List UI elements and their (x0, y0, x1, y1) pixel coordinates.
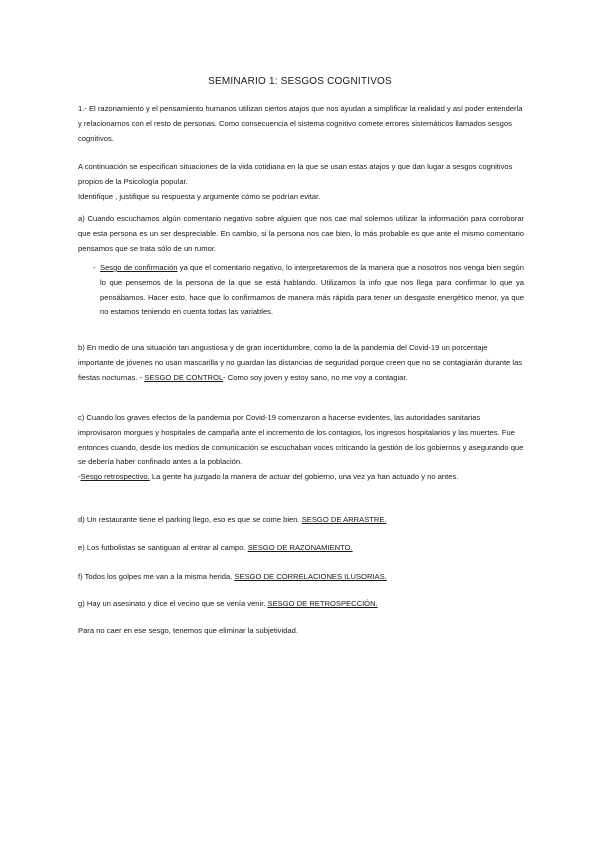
instructions-paragraph (78, 160, 524, 204)
instructions-text-1: A continuación se especifican situaciones de la vida cotidiana en la que se usan estas atajos y que dan lugar a sesgos cognitivos propios de la Psicología popular. (78, 162, 513, 186)
answer-c-label: Sesgo retrospectivo. (80, 472, 150, 482)
answer-e-label: SESGO DE RAZONAMIENTO. (247, 543, 353, 552)
question-e-text: e) Los futbolistas se santiguan al entrar al campo. (78, 543, 248, 552)
question-f (78, 570, 524, 585)
question-b (78, 341, 524, 385)
page-title: SEMINARIO 1: SESGOS COGNITIVOS (208, 76, 392, 87)
answer-g-label: SESGO DE RETROSPECCIÓN. (267, 599, 378, 608)
answer-a-label: Sesgo de confirmación (100, 263, 178, 272)
answer-c-text: La gente ha juzgado la manera de actuar del gobierno, una vez ya han actuado y no antes. (149, 472, 459, 482)
intro-paragraph (78, 102, 524, 146)
question-e (78, 541, 524, 556)
question-f-text: f) Todos los golpes me van a la misma herida. (78, 572, 235, 581)
question-c-text: c) Cuando los graves efectos de la pandemia por Covid-19 comenzaron a hacerse evidentes, las autoridades sanitarias improvisaron morgues y hospitales de campaña ante el incremento de los contagios, los ingresos hospitalarios y las muertes. Fue entonces cuando, desde los medios de comunicación se escuchaban voces criticando la gestión de los gobiernos y asegurando que se debería haber confinado antes a la población. (78, 413, 524, 467)
question-d (78, 513, 524, 528)
answer-a (100, 261, 524, 320)
answer-b-label: SESGO DE CONTROL (144, 372, 224, 382)
answer-c-prefix: - (78, 472, 81, 482)
question-g (78, 597, 524, 612)
answer-a-bullet: - (93, 263, 96, 272)
instructions-text-2: Identifique , justifique su respuesta y argumente cómo se podrían evitar. (78, 191, 321, 201)
question-b-text: b) En medio de una situación tan angustiosa y de gran incertidumbre, como la de la pandemia del Covid-19 un porcentaje importante de jóvenes no usan mascarilla y no guardan las distancias de seguridad porque creen que no se contagiarán durante las fiestas nocturnas. - (78, 343, 523, 382)
intro-text: 1.- El razonamiento y el pensamiento humanos utilizan ciertos atajos que nos ayudan a simplificar la realidad y así poder entenderla y relacionarnos con el resto de personas. Como consecuencia el sistema cognitivo comete errores sistemáticos llamados sesgos cognitivos. (78, 104, 523, 143)
answer-b-text: - Como soy joven y estoy sano, no me voy a contagiar. (223, 372, 408, 382)
question-g-text: g) Hay un asesinato y dice el vecino que se venía venir. (78, 599, 268, 608)
closing-text: Para no caer en ese sesgo, tenemos que eliminar la subjetividad. (78, 626, 298, 635)
question-c (78, 411, 524, 485)
answer-d-label: SESGO DE ARRASTRE. (301, 515, 387, 524)
question-d-text: d) Un restaurante tiene el parking llego, eso es que se come bien. (78, 515, 302, 524)
question-a (78, 212, 524, 256)
question-a-text: a) Cuando escuchamos algún comentario negativo sobre alguien que nos cae mal solemos utilizar la información para corroborar que esta persona es un ser despreciable. En cambio, si la persona nos cae bien, lo más probable es que ante el mismo comentario pensamos que se trata sólo de un rumor. (78, 214, 524, 253)
closing-paragraph (78, 624, 524, 639)
answer-a-text: ya que el comentario negativo, lo interpretaremos de la manera que a nosotros nos venga bien según lo que pensemos de la persona de la que se está hablando. Utilizamos la info que nos llega para confirmar lo que ya pensábamos. Hacer esto, hace que lo confirmamos de manera más rápida para tener un desgaste energético menor, ya que no estamos teniendo en cuenta todas las variables. (100, 263, 524, 317)
answer-f-label: SESGO DE CORRELACIONES ILUSORIAS. (234, 572, 387, 581)
